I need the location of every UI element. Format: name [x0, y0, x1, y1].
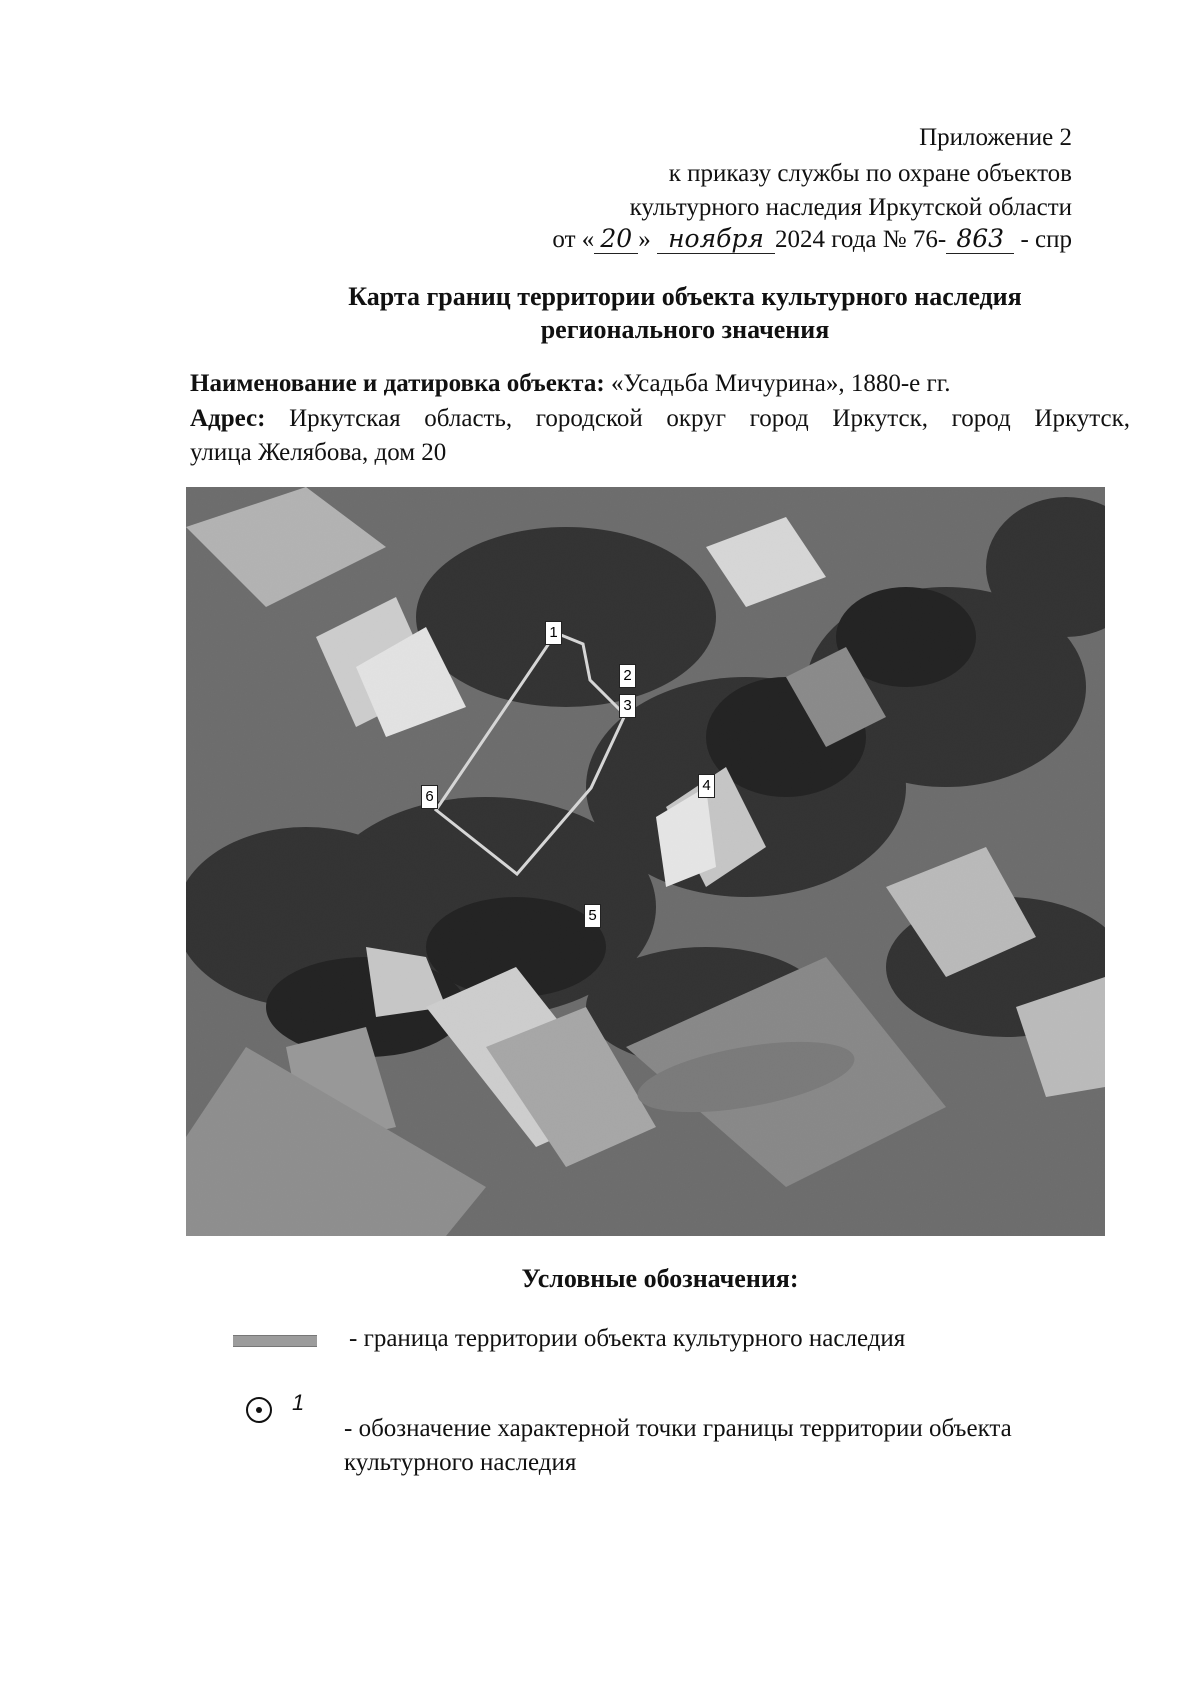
- object-address-label: Адрес:: [190, 405, 266, 432]
- document-title: [300, 280, 1070, 346]
- title-line-2: регионального значения: [540, 315, 830, 344]
- boundary-point-6: 6: [421, 785, 438, 809]
- object-name-value: «Усадьба Мичурина», 1880-е гг.: [610, 370, 951, 397]
- boundary-point-5: 5: [584, 904, 601, 928]
- boundary-point-1: 1: [545, 621, 562, 645]
- object-name-row: [190, 367, 1130, 401]
- object-address-continuation: улица Желябова, дом 20: [190, 439, 447, 466]
- handwritten-day: 20: [594, 225, 638, 254]
- boundary-point-4: 4: [698, 774, 715, 798]
- legend-title: Условные обозначения:: [521, 1264, 799, 1293]
- object-address-row: [190, 402, 1130, 436]
- date-prefix: от «: [552, 226, 595, 253]
- object-name-label: Наименование и датировка объекта:: [190, 370, 605, 397]
- boundary-point-3: 3: [619, 694, 636, 718]
- legend-point-text-cont: культурного наследия: [344, 1449, 577, 1476]
- handwritten-month: ноября: [657, 225, 775, 254]
- legend-point-text: - обозначение характерной точки границы территории объекта: [344, 1415, 1012, 1442]
- legend-point-number: 1: [292, 1390, 305, 1415]
- order-date-line: [552, 222, 1072, 257]
- boundary-point-2: 2: [619, 664, 636, 688]
- appendix-label: Приложение 2: [919, 124, 1072, 151]
- order-year-number: 2024 года № 76-: [775, 226, 947, 253]
- legend-boundary-text: - граница территории объекта культурного наследия: [349, 1325, 906, 1352]
- order-reference-line: к приказу службы по охране объектов: [668, 160, 1072, 187]
- point-marker-icon: [246, 1397, 272, 1423]
- object-address-value: Иркутская область, городской округ город Иркутск, город Иркутск,: [289, 405, 1130, 432]
- aerial-photo: [186, 487, 1105, 1236]
- title-line-1: Карта границ территории объекта культурного наследия: [348, 282, 1022, 311]
- handwritten-order-number: 863: [946, 225, 1014, 254]
- order-reference-line-2: культурного наследия Иркутской области: [629, 194, 1072, 221]
- boundary-line-symbol: [233, 1335, 317, 1347]
- order-suffix: - спр: [1020, 226, 1072, 253]
- aerial-map: [186, 487, 1105, 1236]
- date-sep: »: [638, 226, 651, 253]
